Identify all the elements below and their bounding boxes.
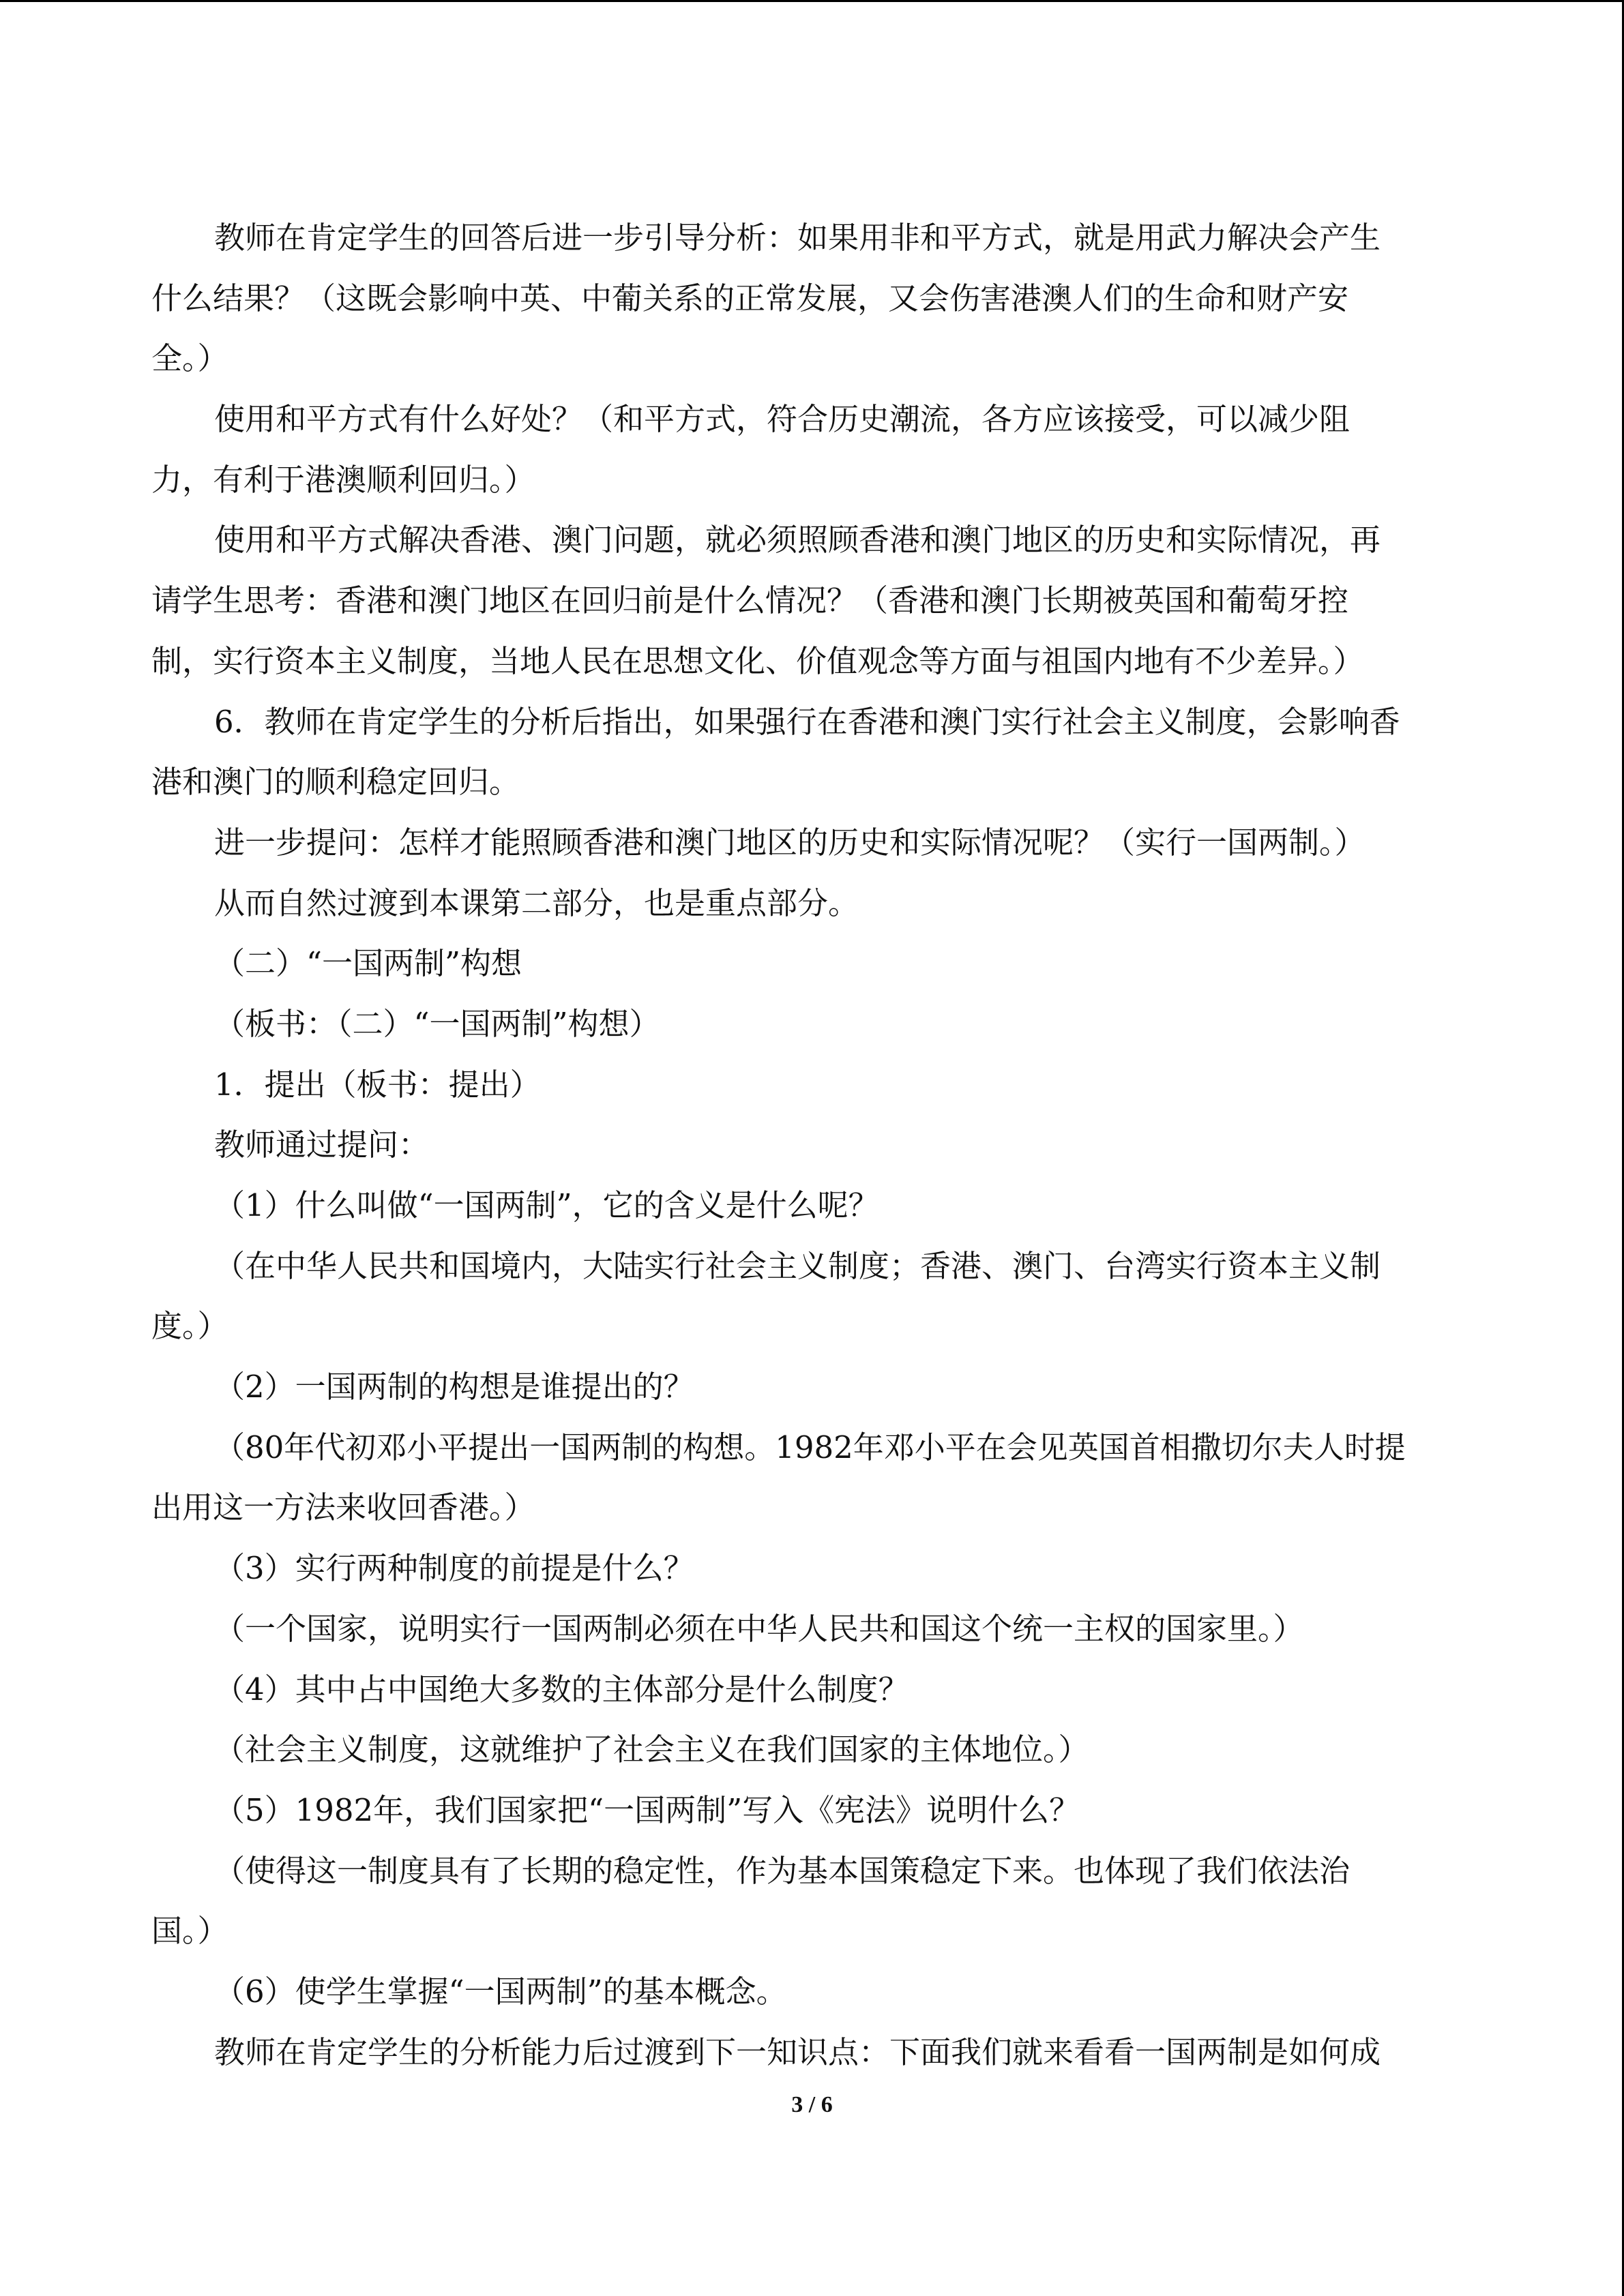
text-line: （5）1982年，我们国家把“一国两制”写入《宪法》说明什么？ — [214, 1791, 1080, 1828]
text-line: （3）实行两种制度的前提是什么？ — [214, 1550, 694, 1587]
text-line: 从而自然过渡到本课第二部分，也是重点部分。 — [214, 884, 859, 921]
text-line: （社会主义制度，这就维护了社会主义在我们国家的主体地位。） — [214, 1731, 1089, 1768]
text-line: （2）一国两制的构想是谁提出的？ — [214, 1369, 694, 1405]
text-line: （在中华人民共和国境内，大陆实行社会主义制度；香港、澳门、台湾实行资本主义制 — [214, 1247, 1381, 1284]
text-line: （使得这一制度具有了长期的稳定性，作为基本国策稳定下来。也体现了我们依法治 — [214, 1852, 1350, 1889]
text-line: 教师在肯定学生的回答后进一步引导分析：如果用非和平方式，就是用武力解决会产生 — [214, 220, 1381, 256]
document-body — [151, 208, 1481, 2083]
text-line: （一个国家，说明实行一国两制必须在中华人民共和国这个统一主权的国家里。） — [214, 1610, 1304, 1647]
text-line: 进一步提问：怎样才能照顾香港和澳门地区的历史和实际情况呢？（实行一国两制。） — [214, 824, 1365, 861]
text-line: 使用和平方式有什么好处？（和平方式，符合历史潮流，各方应该接受，可以减少阻 — [214, 401, 1350, 438]
text-line: 请学生思考：香港和澳门地区在回归前是什么情况？（香港和澳门长期被英国和葡萄牙控 — [151, 582, 1349, 619]
text-line: 6．教师在肯定学生的分析后指出，如果强行在香港和澳门实行社会主义制度，会影响香 — [214, 703, 1400, 740]
text-line: 1．提出（板书：提出） — [214, 1066, 541, 1103]
text-line: 国。） — [151, 1913, 228, 1950]
page-number: 3 / 6 — [791, 2092, 833, 2117]
text-line: （1）什么叫做“一国两制”，它的含义是什么呢？ — [214, 1187, 879, 1223]
text-line: 制，实行资本主义制度，当地人民在思想文化、价值观念等方面与祖国内地有不少差异。） — [151, 642, 1364, 679]
text-line: 出用这一方法来收回香港。） — [151, 1489, 535, 1526]
text-line: （二）“一国两制”构想 — [214, 945, 522, 982]
text-line: 全。） — [151, 340, 228, 377]
text-line: 度。） — [151, 1308, 228, 1345]
text-line: 教师通过提问： — [214, 1127, 430, 1163]
text-line: 使用和平方式解决香港、澳门问题，就必须照顾香港和澳门地区的历史和实际情况，再 — [214, 522, 1381, 558]
text-line: 力，有利于港澳顺利回归。） — [151, 461, 535, 498]
text-line: 港和澳门的顺利稳定回归。 — [151, 764, 520, 801]
text-line: （4）其中占中国绝大多数的主体部分是什么制度？ — [214, 1671, 909, 1708]
text-line: （板书：（二）“一国两制”构想） — [214, 1005, 660, 1042]
text-line: （80年代初邓小平提出一国两制的构想。1982年邓小平在会见英国首相撒切尔夫人时提 — [214, 1429, 1406, 1465]
text-line: 什么结果？（这既会影响中英、中葡关系的正常发展，又会伤害港澳人们的生命和财产安 — [151, 280, 1349, 316]
text-line: （6）使学生掌握“一国两制”的基本概念。 — [214, 1973, 787, 2010]
text-line: 教师在肯定学生的分析能力后过渡到下一知识点：下面我们就来看看一国两制是如何成 — [214, 2033, 1381, 2070]
